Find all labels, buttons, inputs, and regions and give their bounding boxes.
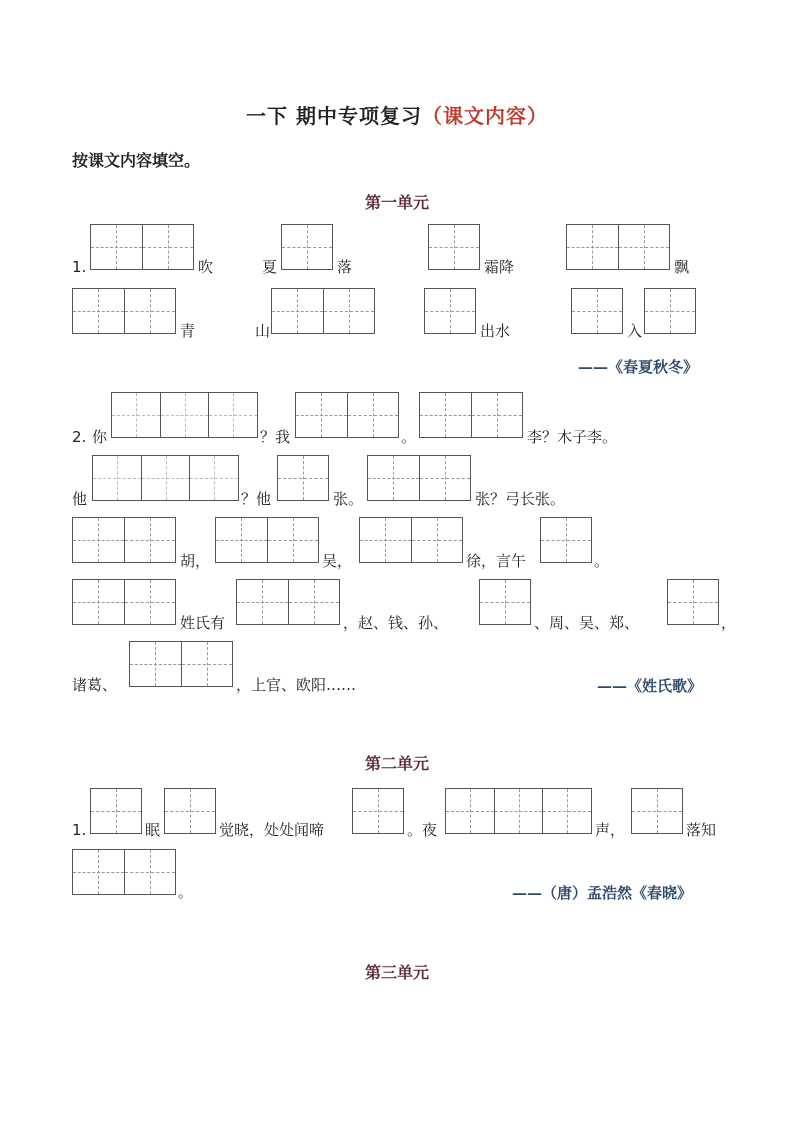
- u1q2-text-9: 胡，: [180, 552, 211, 570]
- u1q2-text-10: 吴，: [322, 552, 353, 570]
- u1q1-text-2: 夏: [262, 258, 278, 276]
- u2q1-answer-box-1[interactable]: [90, 788, 142, 834]
- u1q2-answer-box-9[interactable]: [359, 517, 463, 563]
- u2q1-text-2: 觉晓，处处闻啼: [219, 821, 325, 839]
- u1q2-answer-box-1[interactable]: [111, 392, 258, 438]
- u1q2-text-16: ，: [721, 614, 737, 632]
- u1q2-number: 2.: [72, 428, 87, 446]
- unit2-heading: 第二单元: [364, 754, 429, 773]
- u1q2-answer-box-11[interactable]: [72, 579, 176, 625]
- u1q2-text-4: 李？木子李。: [527, 428, 618, 446]
- u1q2-text-2: ？我: [260, 428, 291, 446]
- u1q2-text-18: ，上官、欧阳……: [236, 676, 357, 694]
- u1q2-text-6: ？他: [241, 490, 272, 508]
- u1q2-text-14: ，赵、钱、孙、: [343, 614, 449, 632]
- u2q1-text-1: 眠: [145, 821, 161, 839]
- u1q2-answer-box-15[interactable]: [129, 641, 233, 687]
- u1q1-answer-box-9[interactable]: [644, 288, 696, 334]
- u1q1-answer-box-8[interactable]: [571, 288, 623, 334]
- u2q1-answer-box-2[interactable]: [164, 788, 216, 834]
- u1q1-answer-box-4[interactable]: [566, 224, 670, 270]
- u1q1-answer-box-5[interactable]: [72, 288, 176, 334]
- u1q1-text-1: 吹: [198, 258, 214, 276]
- u1q1-text-7: 山: [255, 322, 271, 340]
- u1q2-answer-box-10[interactable]: [540, 517, 592, 563]
- u1q2-text-17: 诸葛、: [72, 676, 118, 694]
- u1q2-text-13: 姓氏有: [180, 614, 226, 632]
- u1q1-source: ——《春夏秋冬》: [578, 358, 699, 376]
- u1q2-text-3: 。: [401, 428, 417, 446]
- u1q1-answer-box-6[interactable]: [271, 288, 375, 334]
- u1q2-text-1: 你: [92, 428, 108, 446]
- u1q1-number: 1.: [72, 258, 87, 276]
- title-main: 一下 期中专项复习: [246, 104, 422, 128]
- u1q1-text-3: 落: [337, 258, 353, 276]
- page-title: [0, 100, 794, 129]
- u2q1-answer-box-5[interactable]: [631, 788, 683, 834]
- unit1-heading: 第一单元: [364, 193, 429, 212]
- instruction: 按课文内容填空。: [72, 151, 201, 170]
- u1q1-text-5: 飘: [674, 258, 690, 276]
- u1q2-answer-box-2[interactable]: [295, 392, 399, 438]
- u2q1-text-6: 。: [178, 883, 194, 901]
- u1q1-answer-box-2[interactable]: [281, 224, 333, 270]
- u1q1-answer-box-1[interactable]: [90, 224, 194, 270]
- u2q1-text-3: 。夜: [407, 821, 438, 839]
- u1q1-answer-box-3[interactable]: [428, 224, 480, 270]
- u1q2-answer-box-3[interactable]: [419, 392, 523, 438]
- u1q2-answer-box-14[interactable]: [667, 579, 719, 625]
- u1q2-answer-box-8[interactable]: [215, 517, 319, 563]
- u2q1-answer-box-3[interactable]: [352, 788, 404, 834]
- u1q2-text-7: 张。: [333, 490, 364, 508]
- u1q2-text-11: 徐，言午: [466, 552, 527, 570]
- u1q2-answer-box-7[interactable]: [72, 517, 176, 563]
- u1q1-text-4: 霜降: [484, 258, 515, 276]
- u1q2-text-5: 他: [72, 490, 88, 508]
- u2q1-source: ——（唐）孟浩然《春晓》: [512, 884, 693, 902]
- u2q1-answer-box-6[interactable]: [72, 849, 176, 895]
- u1q2-text-12: 。: [594, 552, 610, 570]
- u1q2-source: ——《姓氏歌》: [597, 677, 703, 695]
- u1q2-text-8: 张？弓长张。: [475, 490, 566, 508]
- u1q2-answer-box-5[interactable]: [277, 455, 329, 501]
- u1q1-answer-box-7[interactable]: [424, 288, 476, 334]
- unit3-heading: 第三单元: [364, 963, 429, 982]
- u1q2-answer-box-12[interactable]: [236, 579, 340, 625]
- title-highlight: （课文内容）: [421, 104, 548, 128]
- u1q1-text-8: 出水: [480, 322, 511, 340]
- u2q1-text-4: 声，: [595, 821, 626, 839]
- u1q2-text-15: 、周、吴、郑、: [534, 614, 640, 632]
- u1q2-answer-box-13[interactable]: [479, 579, 531, 625]
- u2q1-text-5: 落知: [686, 821, 717, 839]
- u1q2-answer-box-4[interactable]: [92, 455, 239, 501]
- u1q2-answer-box-6[interactable]: [367, 455, 471, 501]
- u1q1-text-9: 入: [627, 322, 643, 340]
- u2q1-answer-box-4[interactable]: [445, 788, 592, 834]
- u1q1-text-6: 青: [180, 322, 196, 340]
- u2q1-number: 1.: [72, 821, 87, 839]
